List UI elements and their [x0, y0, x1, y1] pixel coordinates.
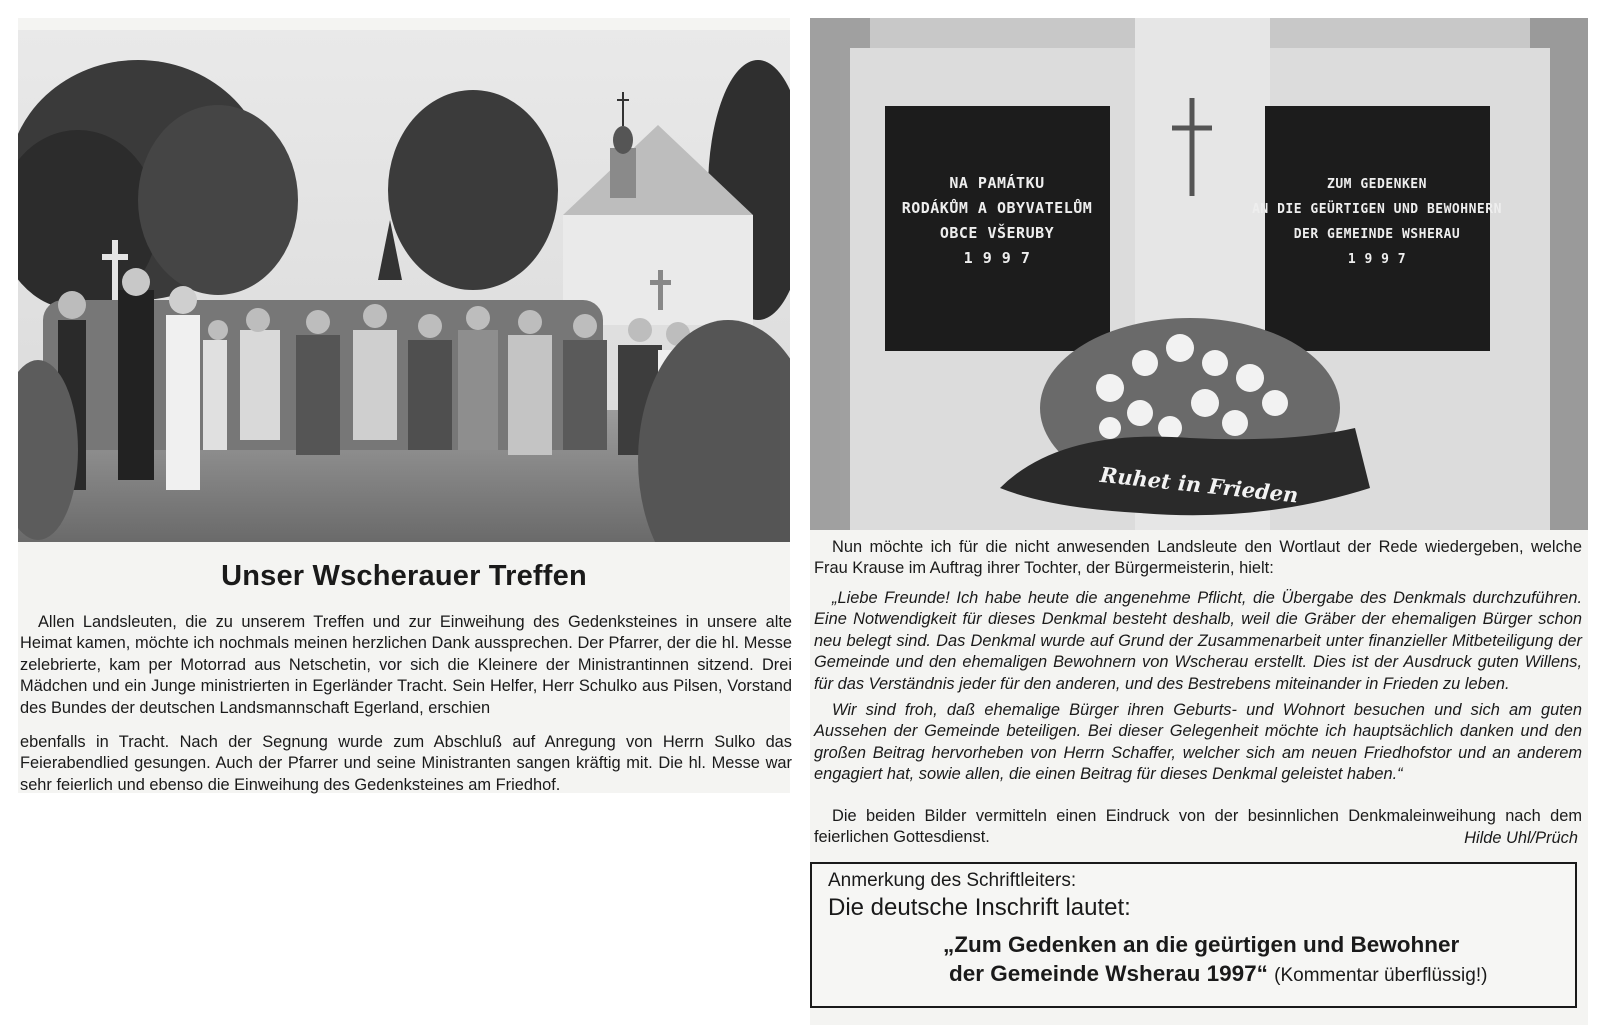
memorial-stone-photo [810, 18, 1588, 530]
plaque-cz-line-1: NA PAMÁTKU [949, 174, 1045, 192]
speech-paragraph-2: Wir sind froh, daß ehemalige Bürger ihren Geburts- und Wohnort besuchen und sich am guten Aussehen der Gemeinde beteiligen. Bei dieser Gelegenheit möchte ich hauptsächlich danken und den großen Beitrag hervorheben von Herrn Schaffer, welcher sich am neuen Friedhofstor und an anderem engagiert hat, sowie allen, die einen Beitrag für dieses Denkmal geleistet haben.“ [814, 701, 1582, 784]
note-quote-line-1: „Zum Gedenken an die geürtigen und Bewohner [943, 932, 1460, 957]
plaque-de-line-1: ZUM GEDENKEN [1327, 177, 1427, 192]
note-quote-line-2: der Gemeinde Wsherau 1997“ [949, 961, 1268, 986]
article-paragraph-2: ebenfalls in Tracht. Nach der Segnung wurde zum Abschluß auf Anregung von Herrn Sulko das Feierabendlied gesungen. Auch der Pfarrer und seine Ministranten sangen kräftig mit. Die hl. Messe war sehr feierlich und ebenso die Einweihung des Gedenksteines am Friedhof. [20, 733, 792, 794]
article-headline: Unser Wscherauer Treffen [221, 560, 587, 592]
editor-note-box [810, 862, 1577, 1008]
editor-note-label: Anmerkung des Schriftleiters: [828, 870, 1077, 891]
plaque-de-line-4: 1 9 9 7 [1347, 252, 1407, 267]
plaque-cz-line-4: 1 9 9 7 [963, 249, 1031, 267]
note-quote-line-2-wrap [943, 959, 1487, 990]
editor-note-heading: Die deutsche Inschrift lautet: [828, 894, 1131, 921]
cemetery-gathering-photo [18, 30, 790, 542]
author-byline: Hilde Uhl/Prüch [1464, 829, 1578, 847]
speech-intro: Nun möchte ich für die nicht anwesenden Landsleute den Wortlaut der Rede wiedergeben, welche Frau Krause im Auftrag ihrer Tochter, der Bürgermeisterin, hielt: [814, 538, 1582, 578]
closing-paragraph: Die beiden Bilder vermitteln einen Eindruck von der besinnlichen Denkmaleinweihung nach dem feierlichen Gottesdienst. [814, 807, 1582, 847]
note-comment: (Kommentar überflüssig!) [1274, 965, 1488, 986]
editor-note-quote [943, 930, 1487, 990]
plaque-cz-line-2: RODÁKŮM A OBYVATELŮM [901, 199, 1093, 217]
speech-paragraph-1: „Liebe Freunde! Ich habe heute die angenehme Pflicht, die Übergabe des Denkmals durchzuführen. Eine Notwendigkeit für dieses Denkmal besteht deshalb, weil die Gräber der ehemaligen Bürger schon neu belegt sind. Das Denkmal wurde auf Grund der Zusammenarbeit unter finanzieller Mitbeteiligung der Gemeinde und den ehemaligen Bewohnern von Wscherau erstellt. Dies ist der Ausdruck guten Willens, für das Verständnis jeder für den anderen, und des Bestrebens miteinander in Frieden zu leben. [814, 589, 1582, 693]
plaque-de-line-3: DER GEMEINDE WSHERAU [1293, 227, 1461, 242]
plaque-cz-line-3: OBCE VŠERUBY [939, 224, 1055, 242]
plaque-de-line-2: AN DIE GEÜRTIGEN UND BEWOHNERN [1252, 202, 1502, 217]
ribbon-text: Ruhet in Frieden [1098, 461, 1300, 508]
speech-quote [814, 588, 1582, 786]
article-paragraph-1: Allen Landsleuten, die zu unserem Treffen und zur Einweihung des Gedenksteines in unsere alte Heimat kamen, möchte ich nochmals meinen herzlichen Dank aussprechen. Der Pfarrer, der die hl. Messe zelebrierte, kam per Motorrad aus Netschetin, vor sich die Kleinere der Ministrantinnen sitzend. Drei Mädchen und ein Junge ministrierten in Egerländer Tracht. Sein Helfer, Herr Schulko aus Pilsen, Vorstand des Bundes der deutschen Landsmannschaft Egerland, erschien [20, 613, 792, 717]
